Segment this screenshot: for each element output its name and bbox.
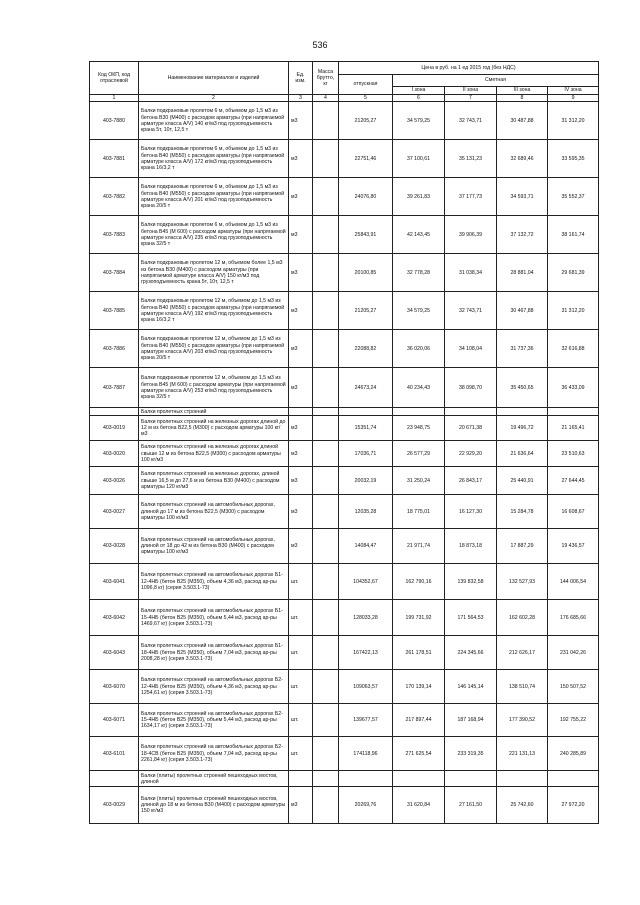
section-row [90, 408, 599, 416]
cell-zone-3-price: 15 284,78 [497, 495, 548, 529]
table-row [90, 368, 599, 408]
cell-unit: м3 [289, 140, 313, 178]
cell-code: 403-6070 [90, 670, 139, 704]
cell-unit: м3 [289, 787, 313, 824]
column-number: 8 [497, 95, 548, 102]
cell-code: 403-6041 [90, 564, 139, 600]
cell-zone-2-price: 16 127,30 [445, 495, 497, 529]
cell-empty [445, 408, 497, 416]
cell-zone-1-price: 18 775,01 [393, 495, 445, 529]
column-number: 9 [548, 95, 599, 102]
cell-zone-1-price: 34 579,25 [393, 292, 445, 330]
cell-unit: шт. [289, 670, 313, 704]
cell-code [90, 408, 139, 416]
cell-name: Балки пролетных строений на железных дорогах длиной свыше 12 м из бетона В22,5 (М300) с расходом арматуры 100 кг/м3 [139, 441, 289, 467]
cell-zone-4-price: 29 681,39 [548, 254, 599, 292]
cell-empty [548, 408, 599, 416]
cell-code: 403-6042 [90, 600, 139, 636]
table-row [90, 529, 599, 564]
cell-unit: шт. [289, 600, 313, 636]
cell-empty [289, 771, 313, 787]
header-code: Код ОКП, код отраслевой [90, 62, 139, 95]
cell-name: Балки пролетных строений на железных дорогах, длиной свыше 16,5 м до 27,6 м из бетона В30 (М400) с расходом арматуры 120 кг/м3 [139, 467, 289, 495]
cell-mass [313, 600, 339, 636]
cell-unit: м3 [289, 416, 313, 441]
cell-name: Балки подкрановые пролетом 12 м, объемом до 1,5 м3 из бетона В40 (М550) с расходом арматуры (при напрягаемой арматуре класса А/V) 203 кг/м3 под грузоподъемность крана 20/5 т [139, 330, 289, 368]
table-row [90, 441, 599, 467]
cell-code [90, 771, 139, 787]
cell-zone-2-price: 187 168,94 [445, 704, 497, 737]
cell-zone-1-price: 31 620,84 [393, 787, 445, 824]
cell-zone-1-price: 40 234,43 [393, 368, 445, 408]
cell-release-price: 21205,27 [339, 102, 393, 140]
cell-empty [393, 771, 445, 787]
cell-zone-4-price: 240 285,89 [548, 737, 599, 771]
cell-release-price: 109063,57 [339, 670, 393, 704]
cell-mass [313, 140, 339, 178]
cell-unit: шт. [289, 564, 313, 600]
cell-zone-4-price: 27 644,45 [548, 467, 599, 495]
cell-code: 403-0028 [90, 529, 139, 564]
cell-code: 403-6071 [90, 704, 139, 737]
cell-zone-3-price: 221 131,13 [497, 737, 548, 771]
cell-release-price: 20269,76 [339, 787, 393, 824]
cell-zone-2-price: 35 131,23 [445, 140, 497, 178]
cell-zone-1-price: 162 790,16 [393, 564, 445, 600]
cell-name: Балки подкрановые пролетом 6 м, объемом до 1,5 м3 из бетона В40 (М550) с расходом арматуры (при напрягаемой арматуре класса А/V) 172 кг/м3 под грузоподъемность крана 16/3,2 т [139, 140, 289, 178]
cell-zone-3-price: 30 487,88 [497, 102, 548, 140]
cell-release-price: 22751,46 [339, 140, 393, 178]
header-zone-4: IV зона [548, 87, 599, 95]
cell-zone-1-price: 31 250,24 [393, 467, 445, 495]
cell-zone-1-price: 37 100,61 [393, 140, 445, 178]
cell-zone-4-price: 31 312,20 [548, 102, 599, 140]
cell-zone-3-price: 25 440,91 [497, 467, 548, 495]
table-row [90, 495, 599, 529]
cell-empty [339, 771, 393, 787]
cell-mass [313, 292, 339, 330]
cell-mass [313, 670, 339, 704]
cell-empty [548, 771, 599, 787]
price-table [89, 61, 599, 824]
cell-zone-2-price: 26 843,17 [445, 467, 497, 495]
cell-code: 403-0020 [90, 441, 139, 467]
column-number: 7 [445, 95, 497, 102]
cell-zone-2-price: 233 319,35 [445, 737, 497, 771]
table-row [90, 178, 599, 216]
header-zone-2: II зона [445, 87, 497, 95]
cell-zone-3-price: 30 467,88 [497, 292, 548, 330]
cell-zone-4-price: 144 006,54 [548, 564, 599, 600]
cell-zone-2-price: 39 906,39 [445, 216, 497, 254]
cell-zone-4-price: 192 755,22 [548, 704, 599, 737]
cell-zone-2-price: 139 832,58 [445, 564, 497, 600]
cell-release-price: 20032,19 [339, 467, 393, 495]
table-row [90, 102, 599, 140]
cell-zone-2-price: 32 743,71 [445, 292, 497, 330]
cell-unit: м3 [289, 292, 313, 330]
cell-release-price: 21205,27 [339, 292, 393, 330]
cell-name: Балки подкрановые пролетом 12 м, объемом до 1,5 м3 из бетона В40 (М550) с расходом арматуры (при напрягаемой арматуре класса А/V) 192 кг/м3 под грузоподъемность крана 16/3,2 т [139, 292, 289, 330]
cell-unit: м3 [289, 216, 313, 254]
cell-name: Балки подкрановые пролетом 6 м, объемом до 1,5 м3 из бетона В45 (М 600) с расходом арматуры (при напрягаемой арматуре класса А/V) 235 кг/м3 под грузоподъемность крана 32/5 т [139, 216, 289, 254]
cell-zone-4-price: 23 510,63 [548, 441, 599, 467]
cell-name: Балки (плиты) пролетных строений пешеходных мостов, длиной до 18 м из бетона В30 (М400) с расходом арматуры 150 кг/м3 [139, 787, 289, 824]
cell-unit: м3 [289, 178, 313, 216]
table-row [90, 737, 599, 771]
column-number: 6 [393, 95, 445, 102]
cell-zone-4-price: 16 608,67 [548, 495, 599, 529]
header-estimate: Сметная [393, 75, 599, 87]
cell-zone-4-price: 36 433,09 [548, 368, 599, 408]
cell-empty [393, 408, 445, 416]
cell-zone-4-price: 31 312,20 [548, 292, 599, 330]
table-body [90, 102, 599, 824]
cell-unit: м3 [289, 254, 313, 292]
cell-zone-3-price: 25 742,60 [497, 787, 548, 824]
cell-name: Балки пролетных строений на автомобильных дорогах, длиной от 18 до 42 м из бетона В30 (М400) с расходом арматуры 100 кг/м3 [139, 529, 289, 564]
cell-code: 403-7880 [90, 102, 139, 140]
cell-zone-3-price: 34 593,71 [497, 178, 548, 216]
cell-zone-1-price: 261 178,51 [393, 636, 445, 670]
cell-unit: м3 [289, 467, 313, 495]
cell-zone-3-price: 17 887,29 [497, 529, 548, 564]
cell-zone-4-price: 21 165,41 [548, 416, 599, 441]
table-row [90, 254, 599, 292]
cell-mass [313, 254, 339, 292]
cell-zone-3-price: 138 510,74 [497, 670, 548, 704]
cell-name: Балки пролетных строений на автомобильных дорогах Б2-15-4НБ (бетон В25 (М350), объем 5,44 м3, расход ар-ры 1634,17 кг) (серия 3.503.1-73) [139, 704, 289, 737]
cell-unit: шт. [289, 636, 313, 670]
cell-zone-4-price: 38 161,74 [548, 216, 599, 254]
cell-zone-2-price: 20 671,38 [445, 416, 497, 441]
column-number: 1 [90, 95, 139, 102]
cell-zone-3-price: 31 737,36 [497, 330, 548, 368]
cell-zone-3-price: 21 636,64 [497, 441, 548, 467]
cell-zone-1-price: 39 261,83 [393, 178, 445, 216]
cell-unit: шт. [289, 737, 313, 771]
cell-code: 403-7881 [90, 140, 139, 178]
cell-name: Балки подкрановые пролетом 12 м, объемом до 1,5 м3 из бетона В45 (М 600) с расходом арматуры (при напрягаемой арматуре класса А/V) 253 кг/м3 под грузоподъемность крана 32/5 т [139, 368, 289, 408]
cell-unit: м3 [289, 495, 313, 529]
cell-zone-2-price: 31 038,34 [445, 254, 497, 292]
cell-zone-4-price: 32 616,88 [548, 330, 599, 368]
cell-name: Балки пролетных строений на автомобильных дорогах Б2-12-4НБ (бетон В25 (М350), объем 4,36 м3, расход ар-ры 1254,61 кг) (серия 3.503.1-73) [139, 670, 289, 704]
cell-name: Балки пролетных строений на автомобильных дорогах Б1-15-4НБ (бетон В25 (М350), объем 5,44 м3, расход ар-ры 1469,67 кг) (серия 3.503.1-73) [139, 600, 289, 636]
cell-release-price: 174118,96 [339, 737, 393, 771]
cell-release-price: 20100,85 [339, 254, 393, 292]
cell-zone-1-price: 23 948,75 [393, 416, 445, 441]
cell-zone-1-price: 217 897,44 [393, 704, 445, 737]
cell-zone-1-price: 32 778,28 [393, 254, 445, 292]
cell-release-price: 24673,24 [339, 368, 393, 408]
cell-zone-1-price: 21 971,74 [393, 529, 445, 564]
cell-mass [313, 178, 339, 216]
cell-name: Балки подкрановые пролетом 6 м, объемом до 1,5 м3 из бетона В40 (М550) с расходом арматуры (при напрягаемой арматуре класса А/V) 201 кг/м3 под грузоподъемность крана 20/5 т [139, 178, 289, 216]
cell-mass [313, 416, 339, 441]
cell-code: 403-0027 [90, 495, 139, 529]
cell-empty [445, 771, 497, 787]
cell-zone-4-price: 176 685,66 [548, 600, 599, 636]
cell-zone-3-price: 35 450,65 [497, 368, 548, 408]
cell-name: Балки пролетных строений на автомобильных дорогах Б2-18-4СВ (бетон В25 (М350), объем 7,04 м3, расход ар-ры 2261,84 кг) (серия 3.503.1-73) [139, 737, 289, 771]
cell-code: 403-7886 [90, 330, 139, 368]
column-number: 2 [139, 95, 289, 102]
cell-zone-1-price: 26 577,29 [393, 441, 445, 467]
section-title: Балки пролетных строений [139, 408, 289, 416]
table-row [90, 330, 599, 368]
cell-zone-4-price: 33 595,35 [548, 140, 599, 178]
cell-zone-1-price: 34 579,25 [393, 102, 445, 140]
cell-unit: м3 [289, 102, 313, 140]
cell-zone-3-price: 28 881,04 [497, 254, 548, 292]
table-row [90, 564, 599, 600]
cell-empty [313, 771, 339, 787]
cell-empty [289, 408, 313, 416]
column-number: 3 [289, 95, 313, 102]
cell-zone-1-price: 199 731,92 [393, 600, 445, 636]
cell-zone-2-price: 22 929,20 [445, 441, 497, 467]
cell-code: 403-7885 [90, 292, 139, 330]
cell-mass [313, 636, 339, 670]
cell-zone-3-price: 162 602,28 [497, 600, 548, 636]
table-row [90, 670, 599, 704]
cell-zone-4-price: 150 507,52 [548, 670, 599, 704]
cell-zone-4-price: 231 042,26 [548, 636, 599, 670]
cell-code: 403-6043 [90, 636, 139, 670]
cell-mass [313, 787, 339, 824]
cell-mass [313, 704, 339, 737]
header-mass: Масса брутто, кг [313, 62, 339, 95]
table-row [90, 704, 599, 737]
cell-zone-3-price: 212 626,17 [497, 636, 548, 670]
cell-name: Балки пролетных строений на автомобильных дорогах Б1-18-4НБ (бетон В25 (М350), объем 7,04 м3, расход ар-ры 2008,28 кг) (серия 3.503.1-73) [139, 636, 289, 670]
table-row [90, 467, 599, 495]
cell-code: 403-7887 [90, 368, 139, 408]
cell-mass [313, 368, 339, 408]
cell-empty [339, 408, 393, 416]
cell-release-price: 167422,13 [339, 636, 393, 670]
cell-empty [497, 408, 548, 416]
cell-zone-2-price: 224 345,66 [445, 636, 497, 670]
cell-mass [313, 330, 339, 368]
column-number: 4 [313, 95, 339, 102]
cell-release-price: 128033,28 [339, 600, 393, 636]
cell-mass [313, 737, 339, 771]
table-row [90, 787, 599, 824]
table-row [90, 216, 599, 254]
header-unit: Ед. изм. [289, 62, 313, 95]
cell-zone-1-price: 42 143,45 [393, 216, 445, 254]
header-zone-1: I зона [393, 87, 445, 95]
cell-mass [313, 467, 339, 495]
cell-release-price: 17036,71 [339, 441, 393, 467]
cell-code: 403-0019 [90, 416, 139, 441]
cell-zone-2-price: 34 108,04 [445, 330, 497, 368]
cell-name: Балки пролетных строений на железных дорогах длиной до 12 м из бетона В22,5 (М300) с расходом арматуры 100 кг/м3 [139, 416, 289, 441]
cell-zone-1-price: 36 020,06 [393, 330, 445, 368]
cell-unit: м3 [289, 330, 313, 368]
cell-mass [313, 495, 339, 529]
cell-unit: м3 [289, 529, 313, 564]
table-row [90, 416, 599, 441]
cell-zone-1-price: 271 625,54 [393, 737, 445, 771]
cell-release-price: 22088,82 [339, 330, 393, 368]
cell-zone-2-price: 32 743,71 [445, 102, 497, 140]
cell-zone-2-price: 38 098,70 [445, 368, 497, 408]
cell-zone-4-price: 19 436,57 [548, 529, 599, 564]
cell-empty [497, 771, 548, 787]
cell-zone-3-price: 177 390,52 [497, 704, 548, 737]
cell-release-price: 15351,74 [339, 416, 393, 441]
header-price-group: Цена в руб. на 1 ед 2015 год (без НДС) [339, 62, 599, 75]
header-name: Наименование материалов и изделий [139, 62, 289, 95]
cell-zone-3-price: 132 527,93 [497, 564, 548, 600]
table-row [90, 140, 599, 178]
cell-release-price: 104352,67 [339, 564, 393, 600]
table-row [90, 600, 599, 636]
cell-zone-2-price: 146 145,14 [445, 670, 497, 704]
cell-code: 403-0029 [90, 787, 139, 824]
cell-release-price: 25843,91 [339, 216, 393, 254]
cell-mass [313, 529, 339, 564]
table-row [90, 292, 599, 330]
cell-unit: м3 [289, 441, 313, 467]
cell-code: 403-7884 [90, 254, 139, 292]
cell-release-price: 139677,57 [339, 704, 393, 737]
section-title: Балки (плиты) пролетных строений пешеходных мостов, длиной [139, 771, 289, 787]
page-number: 536 [312, 40, 328, 50]
cell-code: 403-6101 [90, 737, 139, 771]
cell-zone-2-price: 37 177,73 [445, 178, 497, 216]
cell-zone-2-price: 18 873,18 [445, 529, 497, 564]
cell-zone-3-price: 32 689,46 [497, 140, 548, 178]
cell-zone-2-price: 171 564,53 [445, 600, 497, 636]
cell-unit: м3 [289, 368, 313, 408]
cell-empty [313, 408, 339, 416]
cell-code: 403-0026 [90, 467, 139, 495]
cell-zone-4-price: 35 552,37 [548, 178, 599, 216]
cell-mass [313, 564, 339, 600]
column-number: 5 [339, 95, 393, 102]
cell-zone-1-price: 170 139,14 [393, 670, 445, 704]
cell-release-price: 14084,47 [339, 529, 393, 564]
cell-code: 403-7883 [90, 216, 139, 254]
cell-name: Балки подкрановые пролетом 12 м, объемом более 1,5 м3 из бетона В30 (М400) с расходом арматуры (при напрягаемой арматуре класса А/V) 150 кг/м3 под грузоподъемность крана 5т, 10т, 12,5 т [139, 254, 289, 292]
cell-mass [313, 441, 339, 467]
cell-mass [313, 102, 339, 140]
cell-release-price: 12035,28 [339, 495, 393, 529]
header-zone-3: III зона [497, 87, 548, 95]
cell-zone-2-price: 27 161,50 [445, 787, 497, 824]
cell-zone-3-price: 19 496,72 [497, 416, 548, 441]
table-row [90, 636, 599, 670]
cell-unit: шт. [289, 704, 313, 737]
cell-code: 403-7882 [90, 178, 139, 216]
cell-mass [313, 216, 339, 254]
header-release: отпускная [339, 75, 393, 95]
cell-name: Балки подкрановые пролетом 6 м, объемом до 1,5 м3 из бетона В30 (М400) с расходом арматуры (при напрягаемой арматуре класса А/V) 140 кг/м3 под грузоподъемность крана 5т, 10т, 12,5 т [139, 102, 289, 140]
cell-name: Балки пролетных строений на автомобильных дорогах Б1-12-4НБ (бетон В25 (М350), объем 4,36 м3, расход ар-ры 1096,8 кг) (серия 3.503.1-73) [139, 564, 289, 600]
cell-zone-4-price: 27 972,20 [548, 787, 599, 824]
cell-zone-3-price: 37 132,72 [497, 216, 548, 254]
cell-release-price: 24076,80 [339, 178, 393, 216]
cell-name: Балки пролетных строений на автомобильных дорогах, длиной до 17 м из бетона В22,5 (М300) с расходом арматуры 100 кг/м3 [139, 495, 289, 529]
section-row [90, 771, 599, 787]
